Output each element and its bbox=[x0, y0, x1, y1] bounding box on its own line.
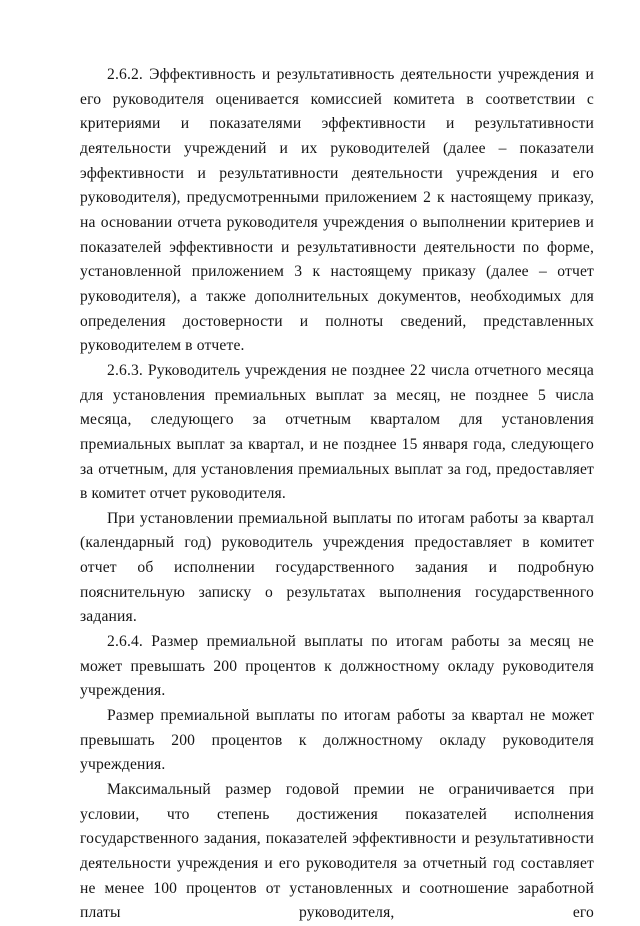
paragraph-annual-bonus: Максимальный размер годовой премии не ограничивается при условии, что степень достижения показателей исполнения государственного задания, показателей эффективности и результативности деятельности учреждения и его руководителя за отчетный год составляет не менее 100 процентов от установленных и соотношение заработной платы руководителя, его bbox=[80, 781, 594, 922]
document-body bbox=[80, 63, 594, 926]
paragraph-quarter-limit: Размер премиальной выплаты по итогам работы за квартал не может превышать 200 процентов к должностному окладу руководителя учреждения. bbox=[80, 707, 594, 774]
paragraph-2-6-3: 2.6.3. Руководитель учреждения не позднее 22 числа отчетного месяца для установления премиальных выплат за месяц, не позднее 5 числа месяца, следующего за отчетным кварталом для установления премиальных выплат за квартал, и не позднее 15 января года, следующего за отчетным, для установления премиальных выплат за год, предоставляет в комитет отчет руководителя. bbox=[80, 361, 594, 503]
paragraph-2-6-4: 2.6.4. Размер премиальной выплаты по итогам работы за месяц не может превышать 200 процентов к должностному окладу руководителя учреждения. bbox=[80, 633, 594, 700]
paragraph-quarter-report: При установлении премиальной выплаты по итогам работы за квартал (календарный год) руководитель учреждения предоставляет в комитет отчет об исполнении государственного задания и подробную пояснительную записку о результатах выполнения государственного задания. bbox=[80, 509, 594, 626]
paragraph-2-6-2: 2.6.2. Эффективность и результативность деятельности учреждения и его руководителя оценивается комиссией комитета в соответствии с критериями и показателями эффективности и результативности деятельности учреждений и их руководителей (далее – показатели эффективности и результативности деятельности учреждения и его руководителя), предусмотренными приложением 2 к настоящему приказу, на основании отчета руководителя учреждения о выполнении критериев и показателей эффективности и результативности деятельности по форме, установленной приложением 3 к настоящему приказу (далее – отчет руководителя), а также дополнительных документов, необходимых для определения достоверности и полноты сведений, представленных руководителем в отчете. bbox=[80, 66, 594, 355]
